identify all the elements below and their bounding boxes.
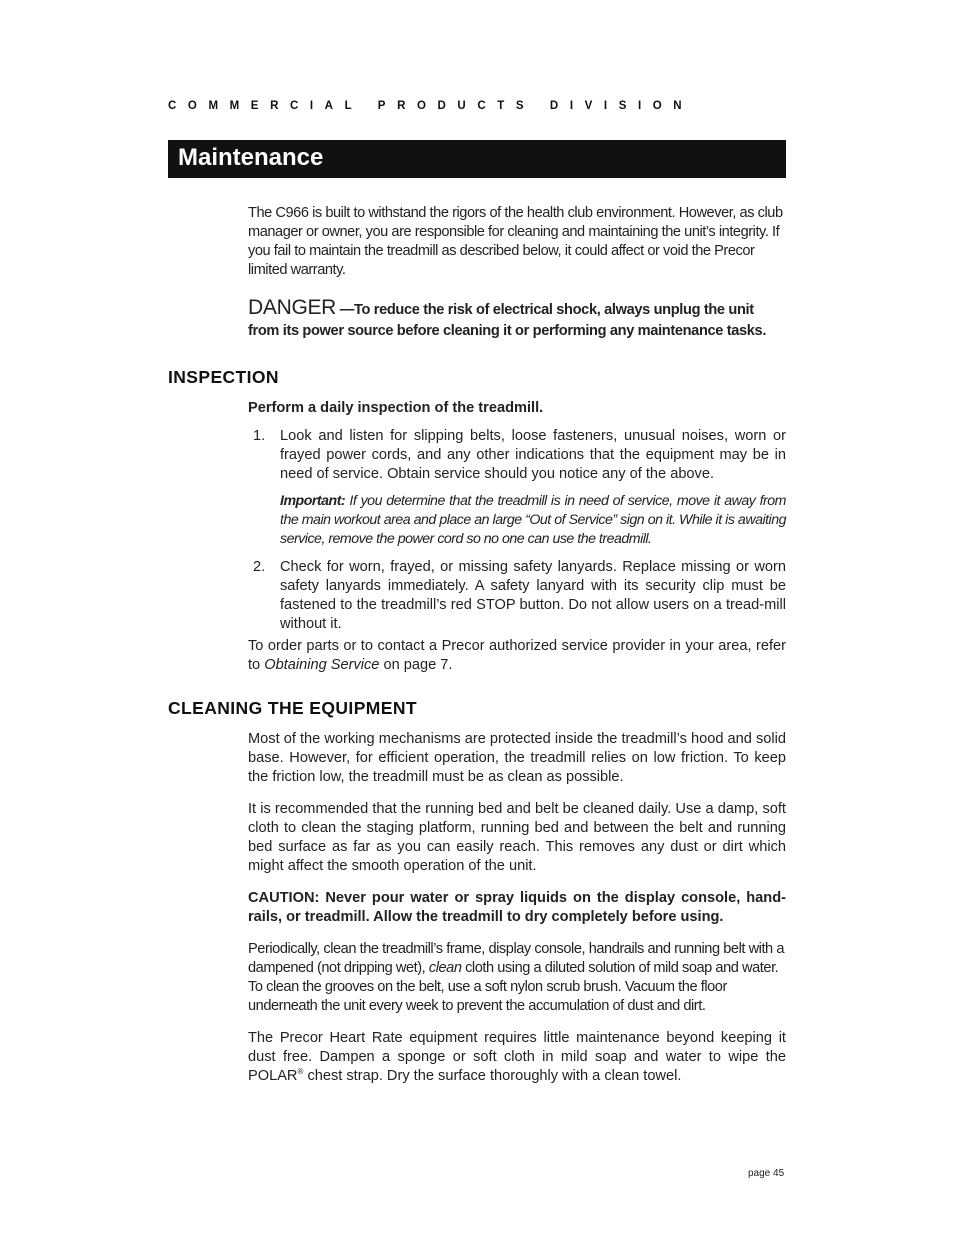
- page-number: page 45: [748, 1168, 785, 1179]
- order-paragraph: [248, 637, 786, 675]
- cleaning-heading: CLEANING THE EQUIPMENT: [168, 698, 417, 718]
- cleaning-paragraph-3: [248, 940, 786, 1016]
- p4-text-end: chest strap. Dry the surface thoroughly with a clean towel.: [303, 1068, 682, 1084]
- important-label: Important:: [280, 493, 346, 509]
- important-note: [280, 492, 786, 549]
- cleaning-paragraph-1: Most of the working mechanisms are protected inside the treadmill’s hood and solid base. However, for efficient operation, the treadmill relies on low friction. To keep the friction low, the treadmill must be as clean as possible.: [248, 731, 786, 785]
- page-title: Maintenance: [178, 144, 324, 171]
- danger-notice: [248, 297, 786, 342]
- order-text-end: on page 7.: [379, 657, 453, 673]
- registered-mark: ®: [297, 1067, 304, 1077]
- p3-text-end: cloth using a diluted solution of mild soap and water. To clean the grooves on the belt, use a soft nylon scrub brush. Vacuum the floor underneath the unit every week to prevent the accumulation of dust and dirt.: [248, 960, 779, 1014]
- title-bar: [168, 140, 786, 178]
- danger-text: —To reduce the risk of electrical shock, always unplug the unit from its power source before cleaning it or performing any maintenance tasks.: [248, 302, 767, 339]
- order-text: To order parts or to contact a Precor authorized service provider in your area, refer to: [248, 638, 786, 673]
- cleaning-paragraph-2: It is recommended that the running bed and belt be cleaned daily. Use a damp, soft cloth to clean the staging platform, running bed and between the belt and running bed surface as far as you can easily reach. This removes any dust or dirt which might affect the smooth operation of the unit.: [248, 801, 786, 874]
- p3-emphasis: clean: [428, 960, 462, 976]
- inspection-lead: Perform a daily inspection of the treadmill.: [248, 400, 544, 416]
- danger-label: DANGER: [248, 296, 337, 319]
- list-number: 2.: [253, 559, 266, 575]
- intro-paragraph: The C966 is built to withstand the rigors of the health club environment. However, as club manager or owner, you are responsible for cleaning and maintaining the unit’s integrity. If you fail to maintain the treadmill as described below, it could affect or void the Precor limited warranty.: [248, 205, 783, 278]
- cleaning-paragraph-4: [248, 1029, 786, 1086]
- division-header: COMMERCIAL PRODUCTS DIVISION: [168, 100, 694, 112]
- p4-text: The Precor Heart Rate equipment requires little maintenance beyond keeping it dust free. Dampen a sponge or soft cloth in mild soap and water to wipe the POLAR: [248, 1030, 786, 1084]
- obtaining-service-ref: Obtaining Service: [264, 657, 380, 673]
- p3-text: Periodically, clean the treadmill’s frame, display console, handrails and running belt with a dampened (not dripping wet),: [248, 941, 784, 976]
- caution-notice: CAUTION: Never pour water or spray liquids on the display console, hand-rails, or treadmill. Allow the treadmill to dry completely before using.: [248, 890, 786, 925]
- list-number: 1.: [253, 428, 266, 444]
- list-text: Check for worn, frayed, or missing safety lanyards. Replace missing or worn safety lanyards immediately. A safety lanyard with its security clip must be fastened to the treadmill’s red STOP button. Do not allow users on a tread-mill without it.: [280, 559, 786, 632]
- inspection-heading: INSPECTION: [168, 367, 279, 387]
- list-text: Look and listen for slipping belts, loose fasteners, unusual noises, worn or frayed power cords, and any other indications that the equipment may be in need of service. Obtain service should you notice any of the above.: [280, 428, 786, 482]
- important-text: If you determine that the treadmill is in need of service, move it away from the main workout area and place an large “Out of Service” sign on it. While it is awaiting service, remove the power cord so no one can use the treadmill.: [280, 493, 786, 547]
